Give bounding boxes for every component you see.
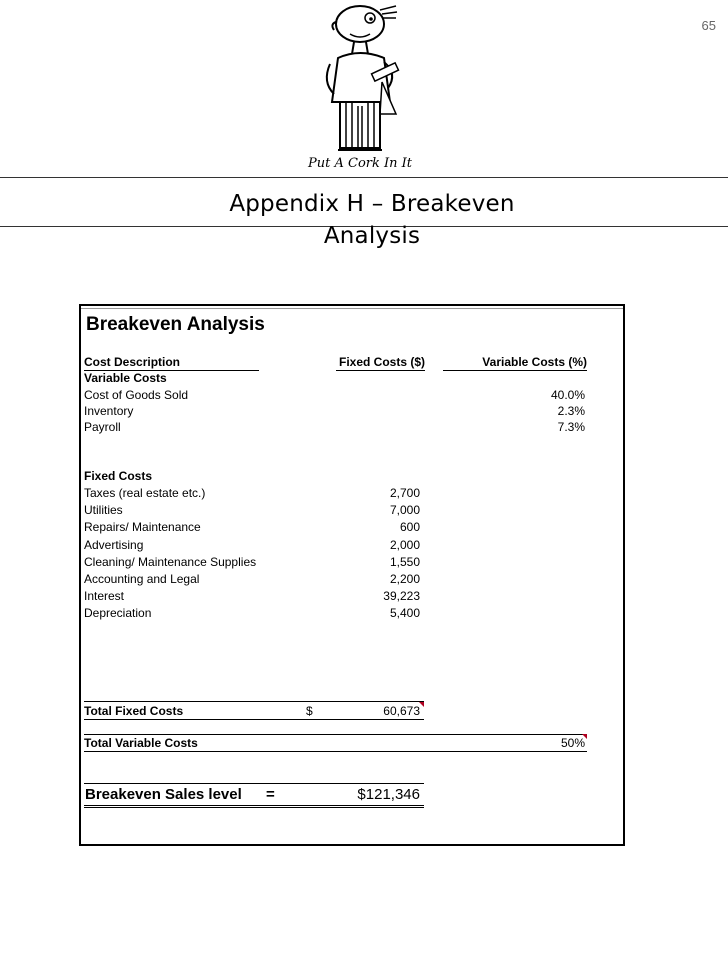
fixed-item-value: 1,550 (389, 555, 420, 569)
variable-costs-label: Variable Costs (84, 371, 167, 385)
breakeven-rule (84, 783, 424, 784)
total-fixed-rule (84, 701, 424, 702)
total-fixed-underline (84, 719, 424, 720)
header-fixed-costs: Fixed Costs ($) (336, 354, 425, 371)
page-title-line1: Appendix H – Breakeven (229, 191, 515, 217)
header-cost-description: Cost Description (84, 354, 259, 371)
header-variable-costs: Variable Costs (%) (443, 354, 587, 371)
fixed-item-name: Accounting and Legal (84, 572, 200, 586)
fixed-item-value: 5,400 (389, 606, 420, 620)
logo-caption: Put A Cork In It (308, 156, 412, 171)
variable-item-name: Inventory (84, 404, 134, 418)
variable-item-name: Cost of Goods Sold (84, 388, 189, 402)
fixed-item-name: Repairs/ Maintenance (84, 520, 201, 534)
fixed-item-name: Utilities (84, 503, 123, 517)
fixed-item-name: Taxes (real estate etc.) (84, 486, 206, 500)
breakeven-label: Breakeven Sales level (85, 786, 242, 803)
total-variable-label: Total Variable Costs (84, 736, 198, 750)
header-rule-top (0, 177, 728, 178)
sheet-title: Breakeven Analysis (86, 314, 265, 335)
fixed-item-name: Depreciation (84, 606, 152, 620)
comment-marker-icon (419, 702, 424, 707)
fixed-item-name: Interest (84, 589, 125, 603)
fixed-item-value: 2,200 (389, 572, 420, 586)
sheet-top-gridline (81, 308, 623, 309)
total-fixed-currency: $ (306, 704, 313, 718)
fixed-item-value: 600 (399, 520, 420, 534)
fixed-item-value: 7,000 (389, 503, 420, 517)
page-title-line2: Analysis (323, 223, 421, 249)
variable-item-value: 2.3% (557, 404, 585, 418)
total-variable-value: 50% (560, 736, 585, 750)
variable-item-value: 40.0% (550, 388, 585, 402)
page-title (196, 188, 548, 252)
fixed-item-value: 2,000 (389, 538, 420, 552)
breakeven-value: $121,346 (357, 786, 420, 803)
fixed-item-name: Advertising (84, 538, 144, 552)
cartoon-man-logo (300, 2, 420, 154)
variable-item-value: 7.3% (557, 420, 585, 434)
total-variable-underline (84, 751, 587, 752)
fixed-item-value: 2,700 (389, 486, 420, 500)
fixed-item-value: 39,223 (383, 589, 420, 603)
page-number: 65 (701, 18, 716, 33)
fixed-item-name: Cleaning/ Maintenance Supplies (84, 555, 257, 569)
fixed-costs-label: Fixed Costs (84, 469, 153, 483)
total-fixed-label: Total Fixed Costs (84, 704, 184, 718)
breakeven-spreadsheet (79, 304, 625, 846)
breakeven-equals: = (266, 786, 275, 803)
breakeven-double-underline (84, 805, 424, 808)
comment-marker-icon (582, 734, 587, 739)
variable-item-name: Payroll (84, 420, 121, 434)
total-fixed-value: 60,673 (383, 704, 420, 718)
